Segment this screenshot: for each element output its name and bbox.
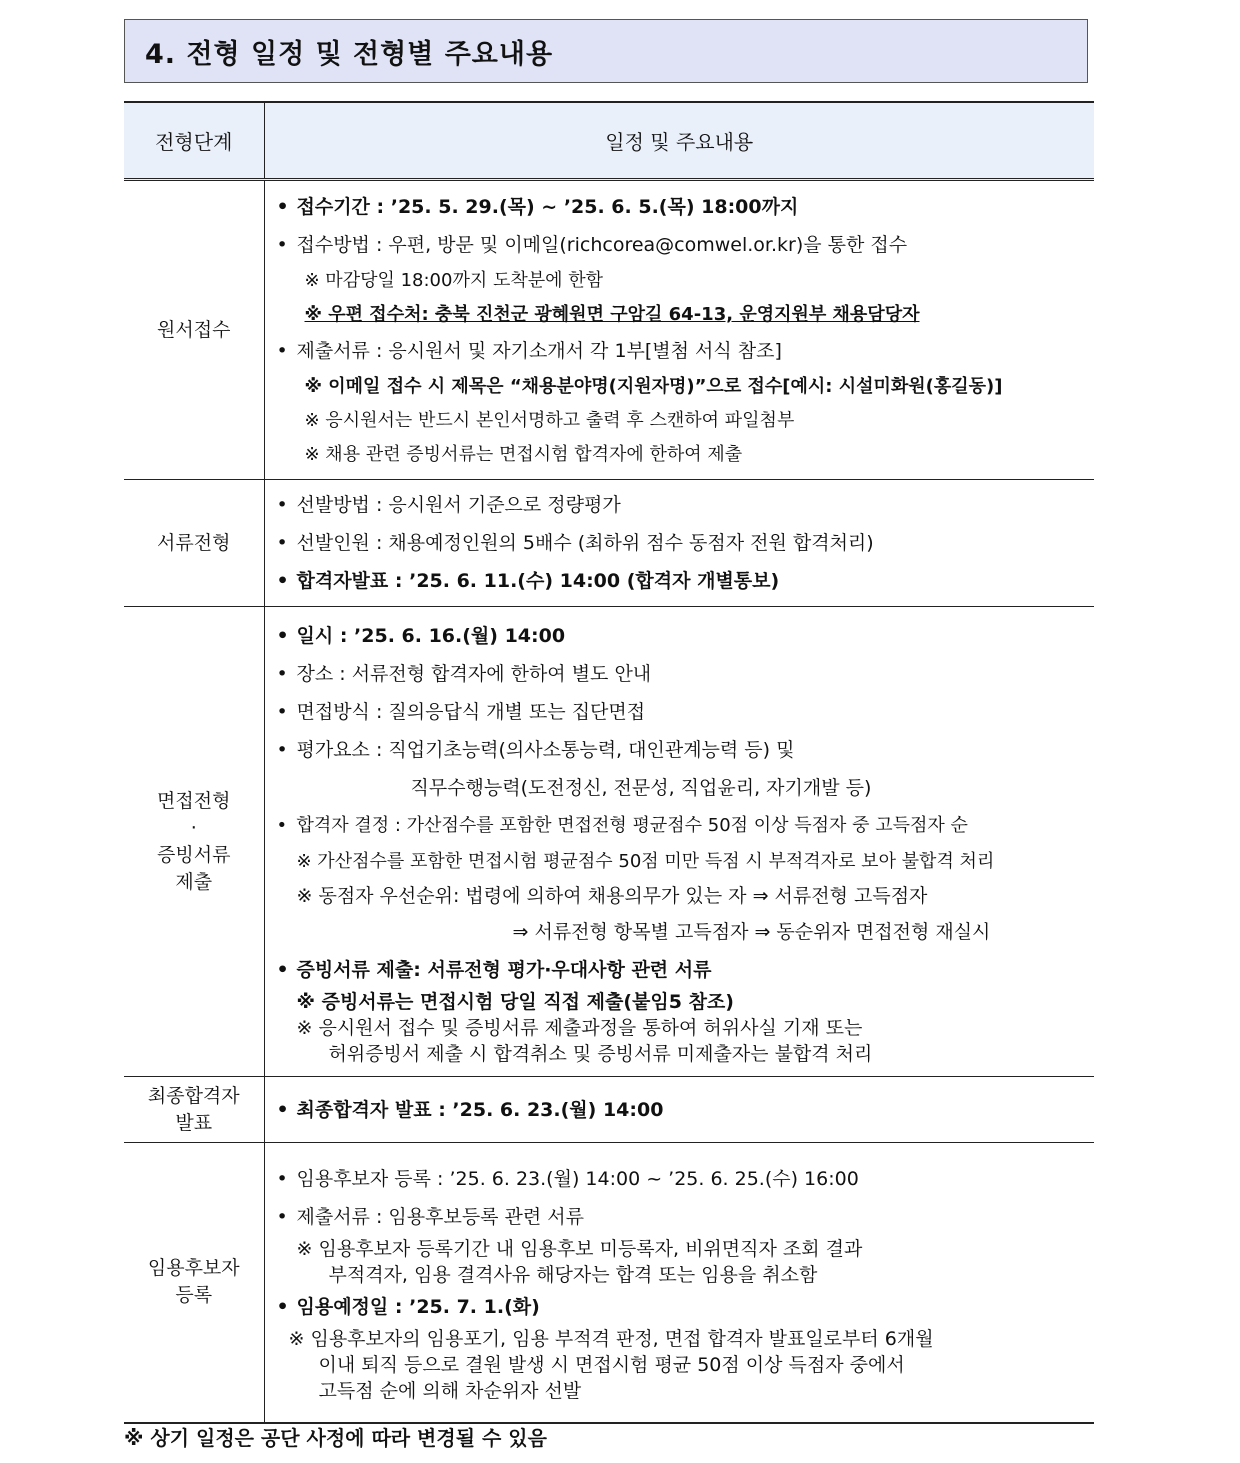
stage-label: · [190,816,197,839]
list-item: • 증빙서류 제출: 서류전형 평가·우대사항 관련 서류 [273,951,1095,989]
table-header-row [124,102,1094,180]
note-item-continuation: 부적격자, 임용 결격사유 해당자는 합격 또는 임용을 취소함 [328,1264,818,1287]
note-item-continuation: 고득점 순에 의해 차순위자 선발 [318,1380,582,1403]
list-item: • 최종합격자 발표 : ’25. 6. 23.(월) 14:00 [273,1091,1095,1129]
table-row [124,1077,1094,1143]
list-item: • 장소 : 서류전형 합격자에 한하여 별도 안내 [273,655,1095,693]
list-item: • 일시 : ’25. 6. 16.(월) 14:00 [273,617,1095,655]
list-item: • 접수방법 : 우편, 방문 및 이메일(richcorea@comwel.or.kr)을 통한 접수 [273,226,1095,264]
note-item: ※ 가산점수를 포함한 면접시험 평균점수 50점 미만 득점 시 부적격자로 보아 불합격 처리 [296,850,995,872]
list-item: • 임용예정일 : ’25. 7. 1.(화) [273,1288,1095,1326]
note-item-continuation: ⇒ 서류전형 항목별 고득점자 ⇒ 동순위자 면접전형 재실시 [512,920,991,943]
stage-label: 제출 [175,870,213,893]
header-stage: 전형단계 [124,102,264,180]
note-item-continuation: 이내 퇴직 등으로 결원 발생 시 면접시험 평균 50점 이상 득점자 중에서 [318,1354,905,1377]
content-cell [264,1143,1094,1423]
stage-label: 발표 [175,1111,213,1134]
list-item: • 합격자발표 : ’25. 6. 11.(수) 14:00 (합격자 개별통보) [273,562,1095,600]
stage-label: 증빙서류 [157,843,231,866]
list-item: • 접수기간 : ’25. 5. 29.(목) ~ ’25. 6. 5.(목) 18:00까지 [273,188,1095,226]
note-item-continuation: 허위증빙서 제출 시 합격취소 및 증빙서류 미제출자는 불합격 처리 [328,1042,873,1065]
stage-label: 면접전형 [157,789,231,812]
stage-cell [124,607,264,1077]
note-item: ※ 임용후보자의 임용포기, 임용 부적격 판정, 면접 합격자 발표일로부터 6개월 [288,1328,934,1351]
note-item: ※ 마감당일 18:00까지 도착분에 한함 [304,270,603,291]
content-cell [264,607,1094,1077]
note-item: ※ 우편 접수처: 충북 진천군 광혜원면 구암길 64-13, 운영지원부 채용담당자 [304,304,920,325]
table-row [124,180,1094,480]
content-cell [264,180,1094,480]
table-row [124,480,1094,607]
list-item: • 면접방식 : 질의응답식 개별 또는 집단면접 [273,693,1095,731]
list-item: • 임용후보자 등록 : ’25. 6. 23.(월) 14:00 ~ ’25. 6. 25.(수) 16:00 [273,1160,1095,1198]
stage-cell [124,1143,264,1423]
content-cell [264,1077,1094,1143]
stage-label: 서류전형 [157,531,231,554]
table-row [124,1143,1094,1423]
note-item: ※ 이메일 접수 시 제목은 “채용분야명(지원자명)”으로 접수[예시: 시설미화원(홍길동)] [304,376,1003,397]
list-item: • 선발인원 : 채용예정인원의 5배수 (최하위 점수 동점자 전원 합격처리) [273,524,1095,562]
note-item: ※ 동점자 우선순위: 법령에 의하여 채용의무가 있는 자 ⇒ 서류전형 고득점자 [296,884,928,907]
stage-label: 임용후보자 [147,1257,240,1280]
content-cell [264,480,1094,607]
list-item: • 제출서류 : 임용후보등록 관련 서류 [273,1198,1095,1236]
stage-label: 원서접수 [157,318,231,341]
stage-cell [124,480,264,607]
note-item: ※ 응시원서 접수 및 증빙서류 제출과정을 통하여 허위사실 기재 또는 [296,1016,863,1039]
section-title: 4. 전형 일정 및 전형별 주요내용 [145,39,554,70]
list-item: • 합격자 결정 : 가산점수를 포함한 면접전형 평균점수 50점 이상 득점자 중 고득점자 순 [273,807,1095,845]
stage-label: 최종합격자 [147,1084,240,1107]
table-row [124,607,1094,1077]
note-item: ※ 채용 관련 증빙서류는 면접시험 합격자에 한하여 제출 [304,444,743,465]
header-content: 일정 및 주요내용 [264,102,1094,180]
stage-cell [124,180,264,480]
list-item: • 제출서류 : 응시원서 및 자기소개서 각 1부[별첨 서식 참조] [273,332,1095,370]
stage-cell [124,1077,264,1143]
list-item: • 평가요소 : 직업기초능력(의사소통능력, 대인관계능력 등) 및 [273,731,1095,769]
section-title-box [124,19,1088,83]
list-item-continuation: 직무수행능력(도전정신, 전문성, 직업윤리, 자기개발 등) [410,776,872,799]
note-item: ※ 임용후보자 등록기간 내 임용후보 미등록자, 비위면직자 조회 결과 [296,1238,863,1261]
footer-note: ※ 상기 일정은 공단 사정에 따라 변경될 수 있음 [124,1426,547,1450]
note-item: ※ 증빙서류는 면접시험 당일 직접 제출(붙임5 참조) [296,990,734,1013]
schedule-table [124,101,1094,1424]
stage-label: 등록 [175,1284,213,1307]
list-item: • 선발방법 : 응시원서 기준으로 정량평가 [273,486,1095,524]
note-item: ※ 응시원서는 반드시 본인서명하고 출력 후 스캔하여 파일첨부 [304,410,795,431]
